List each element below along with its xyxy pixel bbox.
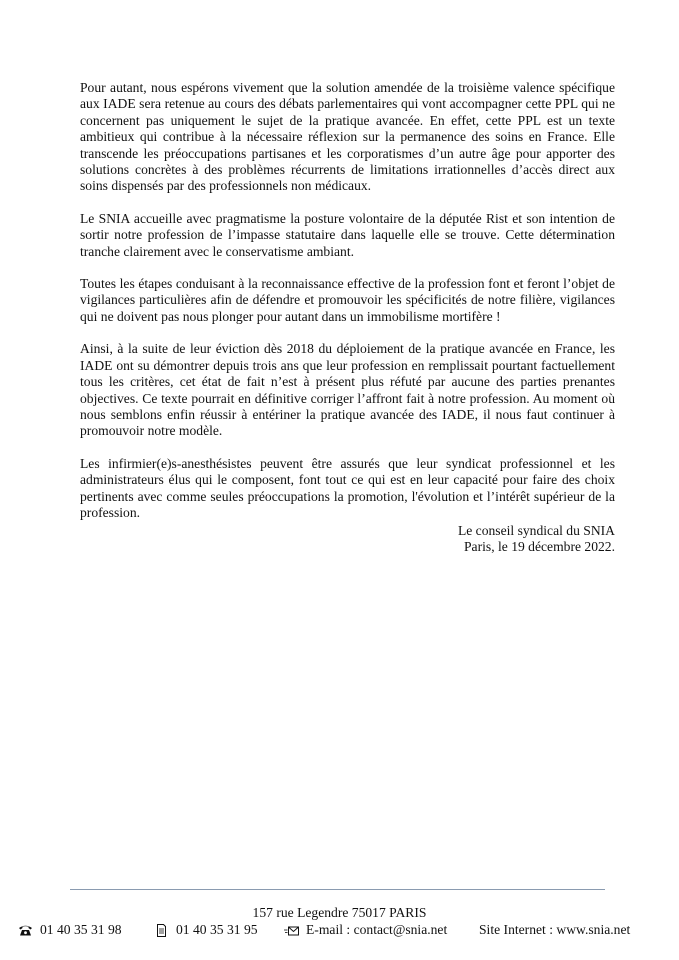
footer-email — [284, 922, 447, 938]
paragraph-1: Pour autant, nous espérons vivement que la solution amendée de la troisième valence spécifique aux IADE sera retenue au cours des débats parlementaires qui vont accompagner cette PPL qui ne concernent pas uniquement le sujet de la pratique avancée. En effet, cette PPL est un texte ambitieux qui contribue à la nécessaire réflexion sur la permanence des soins en France. Elle transcende les préoccupations partisanes et les corporatismes d’un autre âge pour apporter des solutions concrètes à des problèmes récurrents de limitations irrationnelles d’accès direct aux soins dispensés par des professionnels non médicaux. — [80, 80, 615, 194]
paragraph-4: Ainsi, à la suite de leur éviction dès 2018 du déploiement de la pratique avancée en France, les IADE ont su démontrer depuis trois ans que leur profession en remplissait pourtant factuellement tous les critères, cet état de fait n’est à présent plus réfuté par aucune des parties prenantes objectives. Ce texte pourrait en définitive corriger l’affront fait à notre profession. Au moment où nous semblons enfin réussir à entériner la pratique avancée des IADE, il nous faut continuer à promouvoir notre modèle. — [80, 341, 615, 439]
letter-body — [80, 80, 615, 537]
fax-icon — [154, 924, 169, 937]
paragraph-3: Toutes les étapes conduisant à la reconnaissance effective de la profession font et feront l’objet de vigilances particulières afin de défendre et promouvoir les spécificités de notre filière, vigilances qui ne doivent pas nous plonger pour autant dans un immobilisme mortifère ! — [80, 276, 615, 324]
footer-email-address[interactable]: E-mail : contact@snia.net — [306, 922, 448, 937]
signature-date: Paris, le 19 décembre 2022. — [464, 539, 615, 555]
footer-phone-number: 01 40 35 31 98 — [40, 922, 122, 937]
envelope-icon — [284, 924, 299, 937]
footer-phone — [18, 922, 122, 938]
footer-website — [479, 922, 630, 938]
footer-contacts — [18, 922, 638, 940]
footer-fax — [154, 922, 258, 938]
paragraph-5: Les infirmier(e)s-anesthésistes peuvent être assurés que leur syndicat professionnel et les administrateurs élus qui le composent, font tout ce qui est en leur capacité pour faire des choix pertinents avec comme seules préoccupations la promotion, l'évolution et l’intérêt supérieur de la profession. — [80, 455, 615, 520]
telephone-icon — [18, 924, 33, 937]
footer-address: 157 rue Legendre 75017 PARIS — [252, 905, 427, 920]
footer-fax-number: 01 40 35 31 95 — [176, 922, 258, 937]
paragraph-2: Le SNIA accueille avec pragmatisme la posture volontaire de la députée Rist et son intention de sortir notre profession de l’impasse statutaire dans laquelle elle se trouve. Cette détermination tranche clairement avec le conservatisme ambiant. — [80, 210, 615, 259]
footer-website-link[interactable]: Site Internet : www.snia.net — [479, 922, 631, 937]
signature-author: Le conseil syndical du SNIA — [457, 523, 615, 538]
footer-divider — [70, 889, 605, 890]
signature-block — [380, 523, 615, 556]
